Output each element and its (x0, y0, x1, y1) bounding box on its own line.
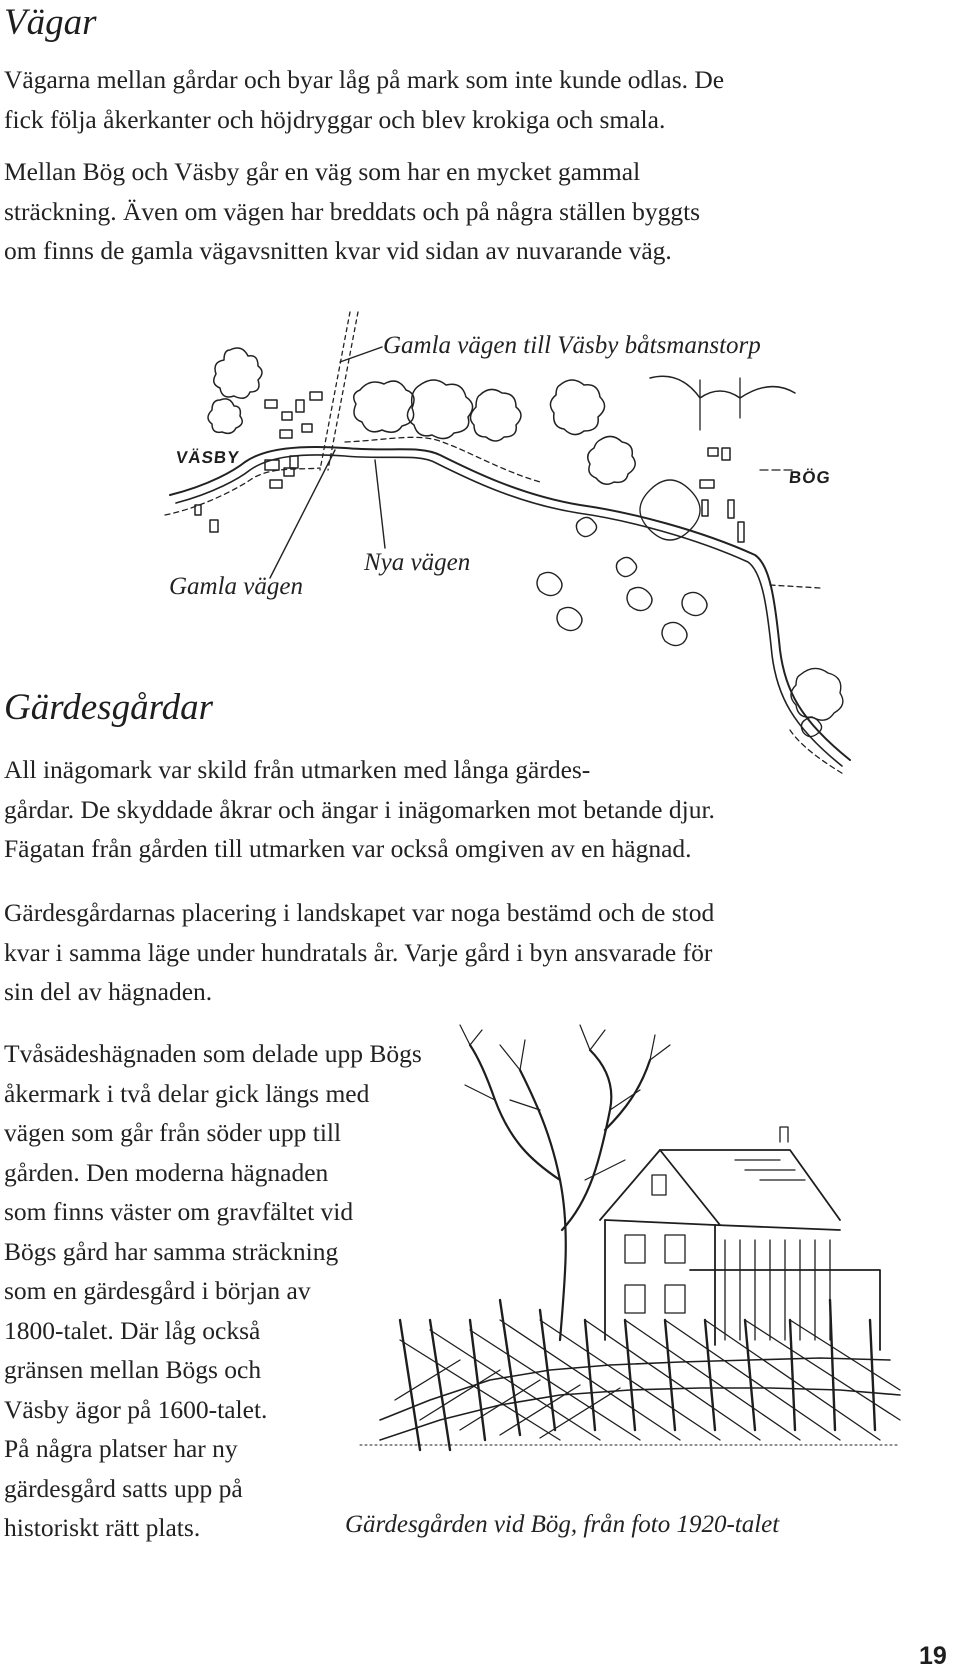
text-line: Bögs gård har samma sträckning (4, 1236, 339, 1266)
text-line: gränsen mellan Bögs och (4, 1355, 262, 1384)
text-line: På några platser har ny (4, 1434, 238, 1463)
text-line: Gärdesgårdarnas placering i landskapet var noga bestämd och de stod (4, 898, 715, 927)
text-line: Väsby ägor på 1600-talet. (4, 1394, 268, 1424)
text-line: fick följa åkerkanter och höjdryggar och blev krokiga och smala. (4, 104, 666, 134)
text-line: Tvåsädeshägnaden som delade upp Bögs (4, 1039, 422, 1068)
illustration-caption: Gärdesgården vid Bög, från foto 1920-talet (345, 1511, 780, 1538)
text-line: Mellan Bög och Väsby går en väg som har en mycket gammal (4, 157, 641, 186)
text-line: sin del av hägnaden. (4, 977, 213, 1006)
map-label-old-road: Gamla vägen (169, 573, 303, 600)
text-line: 1800-talet. Där låg också (4, 1315, 261, 1345)
text-line: gårdar. De skyddade åkrar och ängar i inägomarken mot betande djur. (4, 794, 715, 824)
text-line: gården. Den moderna hägnaden (4, 1157, 329, 1187)
text-line: som en gärdesgård i början av (4, 1276, 311, 1305)
heading-vagar: Vägar (4, 2, 97, 43)
page-number: 19 (919, 1642, 947, 1670)
text-line: sträckning. Även om vägen har breddats och på några ställen byggts (4, 196, 701, 226)
text-line: vägen som går från söder upp till (4, 1118, 342, 1147)
map-label-new-road: Nya vägen (364, 549, 471, 576)
text-line: åkermark i två delar gick längs med (4, 1078, 370, 1108)
text-line: historiskt rätt plats. (4, 1513, 201, 1542)
text-line: Vägarna mellan gårdar och byar låg på mark som inte kunde odlas. De (4, 65, 725, 94)
text-line: Fägatan från gården till utmarken var också omgiven av en hägnad. (4, 834, 692, 863)
text-line: kvar i samma läge under hundratals år. Varje gård i byn ansvarade för (4, 937, 713, 967)
map-place-vasby: VÄSBY (175, 448, 241, 467)
heading-gardesgardar: Gärdesgårdar (4, 687, 213, 728)
map-label-old-road-vasby: Gamla vägen till Väsby båtsmanstorp (383, 332, 761, 359)
text-line: som finns väster om gravfältet vid (4, 1197, 354, 1226)
text-line: gärdesgård satts upp på (4, 1473, 243, 1503)
text-line: om finns de gamla vägavsnitten kvar vid sidan av nuvarande väg. (4, 236, 672, 265)
text-line: All inägomark var skild från utmarken med långa gärdes- (4, 755, 591, 784)
map-place-bog: BÖG (788, 468, 832, 487)
